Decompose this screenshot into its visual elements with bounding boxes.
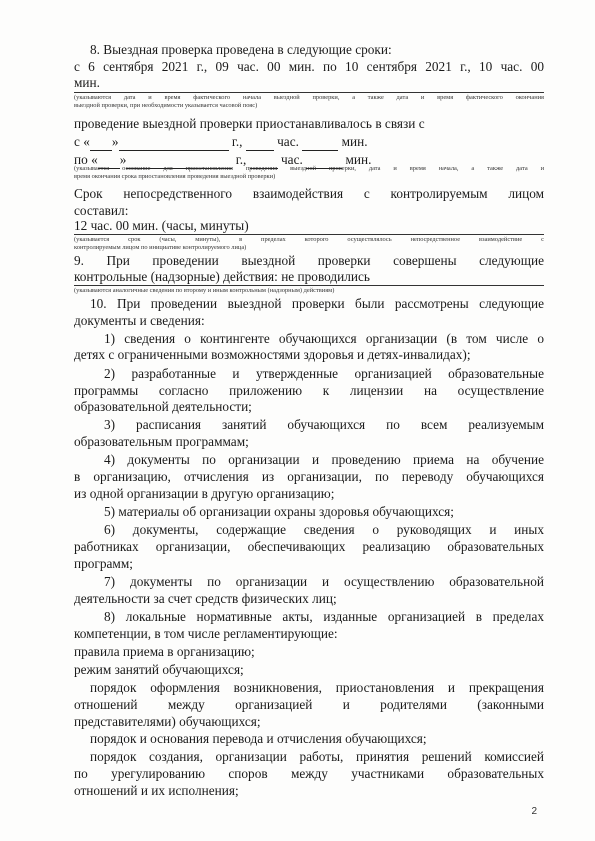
section-8-heading: 8. Выездная проверка проведена в следующие сроки: (90, 42, 392, 57)
section-10-line: правила приема в организацию; (74, 644, 255, 659)
from-min: мин. (341, 134, 368, 149)
from-prefix: с « (74, 134, 90, 149)
interaction-value: 12 час. 00 мин. (часы, минуты) (74, 218, 249, 233)
section-10-line: работниках организации, обеспечивающих реализацию образовательных (74, 539, 544, 554)
page-number: 2 (531, 806, 537, 817)
section-10-line: 3) расписания занятий обучающихся по всем реализуемым (104, 417, 544, 432)
from-mid: » (111, 134, 119, 149)
note-suspension-b: время окончания срока приостановления проведения выездной проверки) (74, 173, 276, 180)
from-year: г., (231, 134, 243, 149)
section-10-line: 2) разработанные и утвержденные организацией образовательные (104, 366, 544, 381)
from-hour: час. (277, 134, 299, 149)
blank-day (90, 134, 112, 151)
section-10-line: по урегулированию споров между участниками образовательных (74, 766, 544, 781)
to-min: мин. (345, 152, 372, 167)
section-8-dates: с 6 сентября 2021 г., 09 час. 00 мин. по 10 сентября 2021 г., 10 час. 00 (74, 59, 544, 74)
section-10-line: из одной организации в другую организацию; (74, 486, 335, 501)
blank-hour (246, 134, 274, 151)
section-10-line: 1) сведения о контингенте обучающихся организации (в том числе о (104, 331, 544, 346)
section-10-line: компетенции, в том числе регламентирующие: (74, 626, 338, 641)
to-year: г., (235, 152, 247, 167)
to-prefix: по « (74, 152, 98, 167)
blank-min (302, 134, 338, 151)
section-9-line-cont: контрольные (надзорные) действия: не проводились (74, 269, 370, 284)
section-10-line: деятельности за счет средств физических лиц; (74, 591, 337, 606)
section-10-line: в организацию, отчисления из организации, по переводу обучающихся (74, 469, 544, 484)
section-10-line: 8) локальные нормативные акты, изданные организацией в пределах (104, 609, 544, 624)
note-interaction-a: (указывается срок (часы, минуты), в пределах которого осуществлялось непосредственное взаимодействие с (74, 236, 544, 243)
section-10-heading: 10. При проведении выездной проверки были рассмотрены следующие (90, 296, 544, 311)
section-10-line: 4) документы по организации и проведению приема на обучение (104, 452, 544, 467)
section-10-line: 6) документы, содержащие сведения о руководящих и иных (104, 522, 544, 537)
section-10-line: порядок оформления возникновения, приостановления и прекращения (90, 680, 544, 695)
section-10-line: программы согласно приложению к лицензии на осуществление (74, 383, 544, 398)
underline-rule (74, 285, 544, 286)
section-10-line: документы и сведения: (74, 313, 205, 328)
section-10-line: образовательной деятельности; (74, 399, 252, 414)
section-8-dates-cont: мин. (74, 75, 100, 90)
note-section-8-a: (указываются дата и время фактического начала выездной проверки, а также дата и время фактического окончания (74, 94, 544, 101)
underline-rule (74, 234, 544, 235)
blank-month (119, 134, 229, 151)
section-10-line: программ; (74, 556, 133, 571)
note-suspension-a: (указывается основание для приостановления проведения выездной проверки, дата и время начала, а также дата и (74, 165, 544, 172)
section-10-line: детях с ограниченными возможностями здоровья и детях-инвалидах); (74, 347, 471, 362)
to-hour: час. (281, 152, 303, 167)
suspension-from (74, 134, 544, 151)
section-10-line: 7) документы по организации и осуществлению образовательной (104, 574, 544, 589)
section-10-line: отношений и их исполнения; (74, 783, 239, 798)
note-section-9: (указываются аналогичные сведения по второму и иным контрольным (надзорным) действиям) (74, 287, 335, 294)
interaction-line-cont: составил: (74, 203, 129, 218)
section-10-line: порядок создания, организации работы, принятия решений комиссией (90, 749, 544, 764)
section-10-line: 5) материалы об организации охраны здоровья обучающихся; (104, 504, 454, 519)
underline-rule (74, 92, 544, 93)
section-9-line: 9. При проведении выездной проверки совершены следующие (74, 253, 544, 268)
section-10-line: режим занятий обучающихся; (74, 662, 244, 677)
to-mid: » (119, 152, 127, 167)
section-10-line: порядок и основания перевода и отчисления обучающихся; (90, 731, 427, 746)
section-10-line: отношений между организацией и родителями (законными (74, 697, 544, 712)
section-10-line: представителями) обучающихся; (74, 714, 261, 729)
interaction-line: Срок непосредственного взаимодействия с контролируемым лицом (74, 186, 544, 201)
note-section-8-b: выездной проверки, при необходимости указывается часовой пояс) (74, 102, 258, 109)
note-interaction-b: контролируемым лицом по инициативе контролируемого лица) (74, 244, 247, 251)
section-10-line: образовательным программам; (74, 434, 249, 449)
suspension-line: проведение выездной проверки приостанавливалось в связи с (74, 116, 425, 131)
